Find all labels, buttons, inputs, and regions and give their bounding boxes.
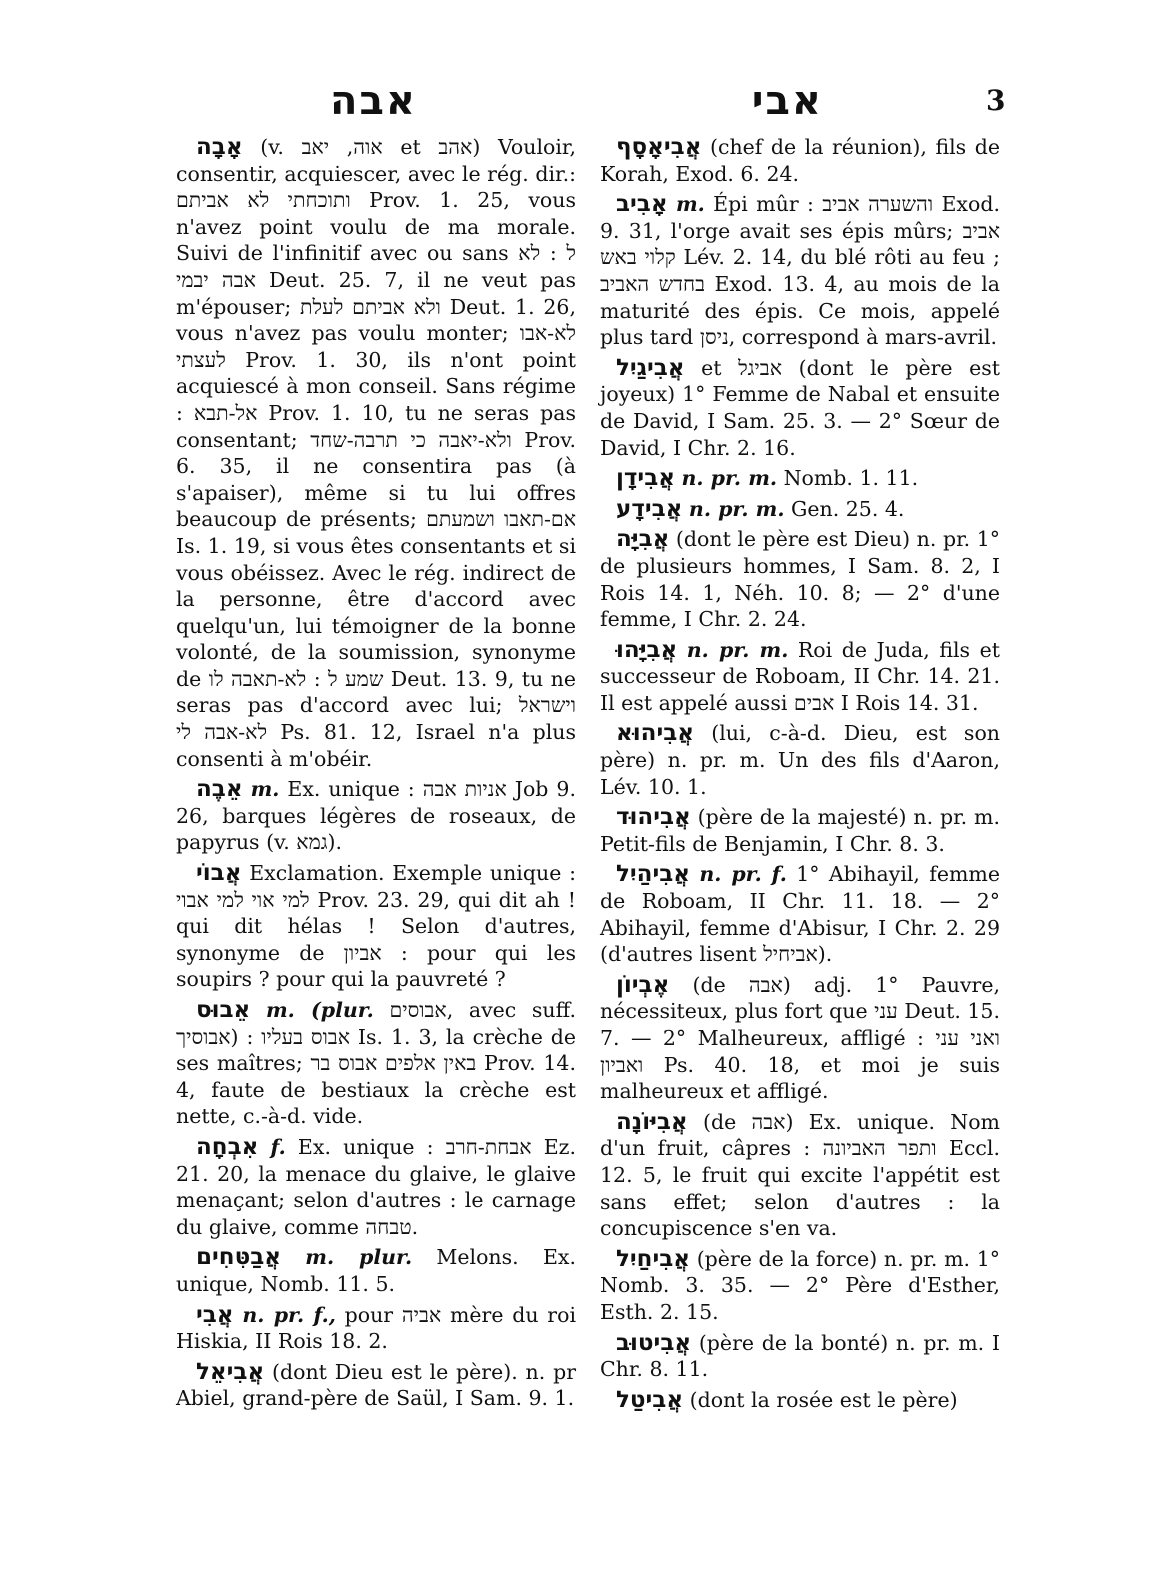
dictionary-entry [176,776,576,856]
entry-grammar: m. [675,192,705,217]
entry-definition: Épi mûr : והשערה אביב Exod. 9. 31, l'orge avait ses épis mûrs; אביב קלוי באש Lév. 2. 14, du blé rôti au feu ; בחדש האביב Exod. 13. 4, au mois de la maturité des épis. Ce mois, appelé plus tard ניסן, correspond à mars-avril. [600,192,1000,350]
right-running-headword: אבי [751,78,823,124]
right-column [600,134,1000,1417]
dictionary-entry [600,804,1000,857]
entry-definition: Melons. Ex. unique, Nomb. 11. 5. [176,1245,576,1296]
entry-headword: אֲבִיאָסָף [616,134,702,160]
entry-definition: (père de la majesté) n. pr. m. Petit-fils de Benjamin, I Chr. 8. 3. [600,805,1000,856]
dictionary-entry [176,860,576,993]
entry-definition: Roi de Juda, fils et successeur de Roboam, II Chr. 14. 21. Il est appelé aussi אבים I Rois 14. 31. [600,637,1000,715]
left-running-headword: אבה [330,78,417,124]
entry-grammar: m. [250,777,280,802]
entry-headword: אֲבִיחַיִל [616,1245,691,1272]
dictionary-entry [600,861,1000,967]
entry-headword: אָבָה [196,134,243,160]
entry-headword: אֲבִידָן [616,465,675,492]
entry-definition: (dont Dieu est le père). n. pr Abiel, grand-père de Saül, I Sam. 9. 1. [176,1359,576,1411]
entry-grammar: n. pr. m. [686,637,789,662]
entry-headword: אֲבִי [196,1301,234,1328]
dictionary-entry [600,191,1000,351]
entry-headword: אֲבִידָע [616,495,683,522]
page-number: 3 [986,84,1006,117]
entry-definition: Ex. unique : אבחת-חרב Ez. 21. 20, la menace du glaive, le glaive menaçant; selon d'autres : le carnage du glaive, comme טבחה. [176,1134,576,1239]
entry-headword: אָבִיב [616,191,668,218]
dictionary-entry [600,972,1000,1105]
entry-grammar: n. pr. m. [681,466,778,491]
entry-headword: אֲבִיגַיִל [616,354,685,381]
entry-definition: Gen. 25. 4. [791,496,905,521]
dictionary-entry [600,1246,1000,1326]
entry-headword: אֲבִיטַל [616,1386,684,1413]
entry-definition: (dont le père est Dieu) n. pr. 1° de plusieurs hommes, I Sam. 8. 2, I Rois 14. 1, Néh. 10. 8; — 2° d'une femme, I Chr. 2. 24. [600,527,1000,632]
entry-definition: (père de la force) n. pr. m. 1° Nomb. 3. 35. — 2° Père d'Esther, Esth. 2. 15. [600,1246,1000,1324]
left-column [176,134,576,1416]
dictionary-entry [600,134,1000,187]
dictionary-entry [600,1330,1000,1383]
page-header [0,78,1163,138]
entry-definition: et אביגל (dont le père est joyeux) 1° Femme de Nabal et ensuite de David, I Sam. 25. 3. — 2° Sœur de David, I Chr. 2. 16. [600,355,1001,460]
entry-headword: אֲבוֹי [196,860,242,887]
entry-grammar: m. (plur. [265,998,374,1022]
entry-definition: pour אביה mère du roi Hiskia, II Rois 18. 2. [176,1302,577,1354]
dictionary-entry [600,465,1000,492]
entry-headword: אֲבִיהוּד [616,804,691,831]
entry-definition: (lui, c-à-d. Dieu, est son père) n. pr. m. Un des fils d'Aaron, Lév. 10. 1. [600,721,1000,799]
entry-grammar: n. pr. f. [699,862,787,887]
entry-headword: אֲבִיהַיִל [616,861,691,888]
entry-headword: אֲבִיָּה [616,526,670,553]
dictionary-entry [600,720,1000,800]
dictionary-entry [600,355,1000,461]
entry-definition: (de אבה) adj. 1° Pauvre, nécessiteux, plus fort que עני Deut. 15. 7. — 2° Malheureux, affligé : ואני עני ואביון Ps. 40. 18, et moi je suis malheureux et affligé. [600,972,1000,1104]
entry-grammar: n. pr. m. [688,496,785,521]
entry-headword: אֲבִיטוּב [616,1329,692,1356]
entry-headword: אֲבִיהוּא [616,720,694,747]
entry-headword: אֲבִיּוֹנָה [616,1108,688,1135]
entry-headword: אֵבֶה [196,776,243,803]
entry-definition: אבוסים, avec suff. אבוסיך) : אבוס בעליו Is. 1. 3, la crèche de ses maîtres; באין אלפים אבוס בר Prov. 14. 4, faute de bestiaux la crèche est nette, c.-à-d. vide. [176,998,577,1129]
entry-headword: אֲבַטִּחִים [196,1244,281,1271]
dictionary-entry [600,526,1000,632]
entry-definition: Nomb. 1. 11. [783,466,919,491]
entry-grammar: m. plur. [305,1245,413,1270]
dictionary-entry [600,1109,1000,1242]
entry-headword: אֵבוּס [196,997,251,1023]
dictionary-entry [600,637,1000,717]
entry-definition: (dont la rosée est le père) [689,1387,958,1412]
dictionary-entry [176,1359,576,1412]
dictionary-entry [176,1134,576,1240]
entry-definition: (chef de la réunion), fils de Korah, Exod. 6. 24. [600,135,1000,186]
entry-definition: Exclamation. Exemple unique : למי אוי למי אבוי Prov. 23. 29, qui dit ah ! qui dit hélas ! Selon d'autres, synonyme de אביון : pour qui les soupirs ? pour qui la pauvreté ? [176,861,576,992]
entry-grammar: f. [270,1134,286,1159]
entry-headword: אֲבִיָּהוּ [616,636,678,663]
entry-definition: 1° Abihayil, femme de Roboam, II Chr. 11. 18. — 2° Abihayil, femme d'Abisur, I Chr. 2. 29 (d'autres lisent אביחיל). [600,862,1000,967]
dictionary-entry [176,1244,576,1297]
entry-definition: (de אבה) Ex. unique. Nom d'un fruit, câpres : ותפר האביונה Eccl. 12. 5, le fruit qui excite l'appétit est sans effet; selon d'autres : la concupiscence s'en va. [600,1109,1000,1241]
dictionary-entry [600,496,1000,523]
dictionary-entry [176,1302,576,1355]
entry-headword: אִבְחָה [196,1133,259,1160]
dictionary-entry [176,997,576,1130]
dictionary-entry [600,1387,1000,1414]
dictionary-entry [176,134,576,772]
entry-definition: (père de la bonté) n. pr. m. I Chr. 8. 11. [600,1330,1000,1382]
entry-headword: אֶבְיוֹן [616,971,670,998]
entry-grammar: n. pr. f., [242,1302,336,1327]
entry-headword: אֲבִיאֵל [196,1358,265,1385]
entry-definition: (v. אוה, יאב et אהב) Vouloir, consentir, acquiescer, avec le rég. dir.: ותוכחתי לא אביתם Prov. 1. 25, vous n'avez point voulu de ma morale. Suivi de l'infinitif avec ou sans ל : לא אבה יבמי Deut. 25. 7, il ne veut pas m'épouser; ולא אביתם לעלת Deut. 1. 26, vous n'avez pas voulu monter; לא-אבו לעצתי Prov. 1. 30, ils n'ont point acquiescé à mon conseil. Sans régime : אל-תבא Prov. 1. 10, tu ne seras pas consentant; ולא-יאבה כי תרבה-שחד Prov. 6. 35, il ne consentira pas (à s'apaiser), même si tu lui offres beaucoup de présents; אם-תאבו ושמעתם Is. 1. 19, si vous êtes consentants et si vous obéissez. Avec le rég. indirect de la personne, être d'accord avec quelqu'un, lui témoigner de la bonne volonté, de la soumission, synonyme de שמע ל : לא-תאבה לו Deut. 13. 9, tu ne seras pas d'accord avec lui; וישראל לא-אבה לי Ps. 81. 12, Israel n'a plus consenti à m'obéir. [176,135,576,771]
entry-definition: Ex. unique : אניות אבה Job 9. 26, barques légères de roseaux, de papyrus (v. גמא). [176,777,576,855]
